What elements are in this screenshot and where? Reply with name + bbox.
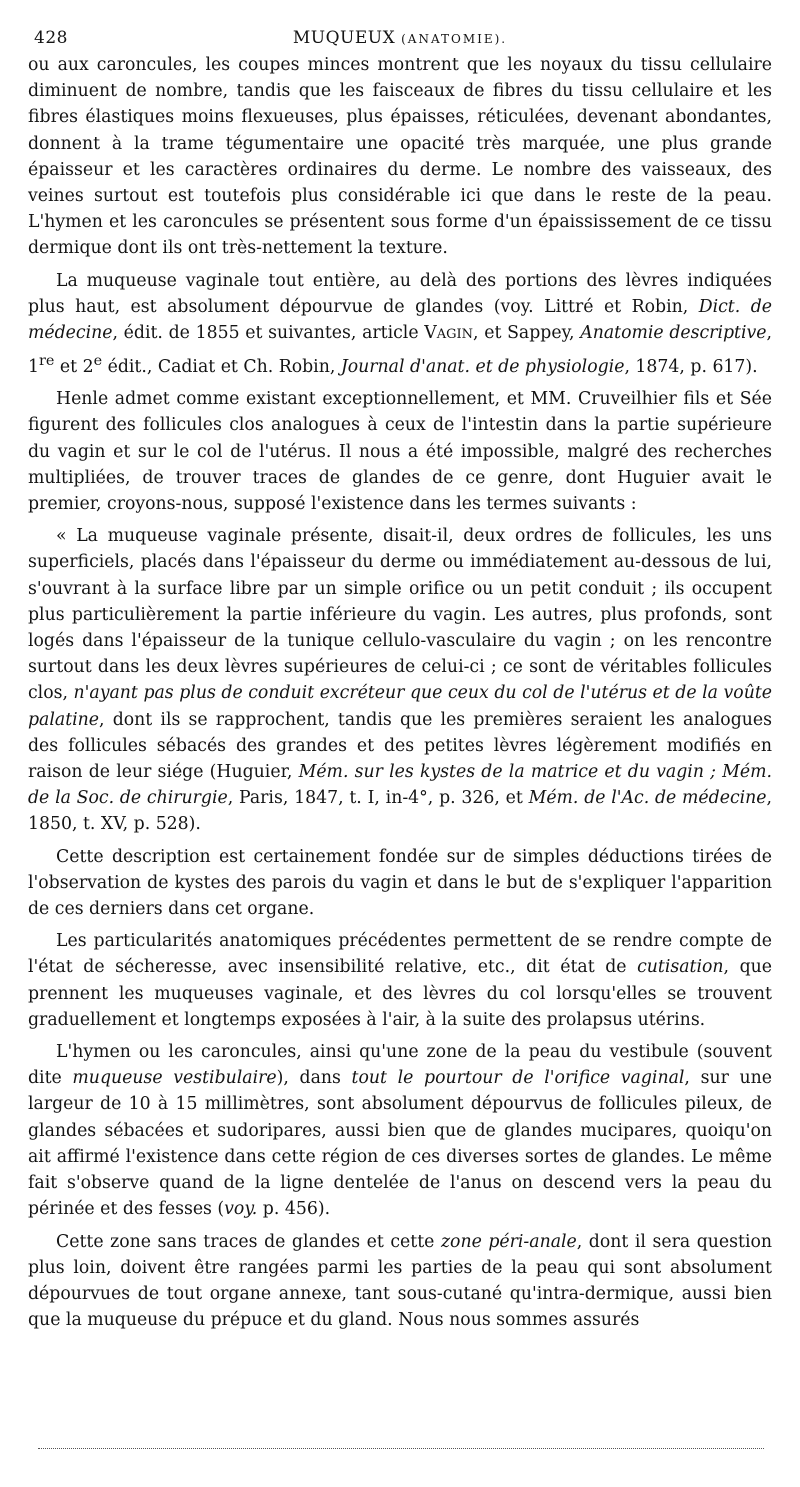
body-text [28, 52, 772, 1333]
paragraph: Les particularités anatomiques précédentes permettent de se rendre compte de l'état de sécheresse, avec insensibilité relative, etc., dit état de cutisation, que prennent les muqueuses vaginale, et des lèvres du col lorsqu'elles se trouvent graduellement et longtemps exposées à l'air, à la suite des prolapsus utérins. [28, 931, 773, 1030]
paragraph: La muqueuse vaginale tout entière, au delà des portions des lèvres indiquées plus haut, est absolument dépourvue de glandes (voy. Littré et Robin, Dict. de médecine, édit. de 1855 et suivantes, article VAGIN, et Sappey, Anatomie descriptive, 1re et 2e édit., Cadiat et Ch. Robin, Journal d'anat. et de physiologie, 1874, p. 617). [28, 270, 773, 377]
page-number: 428 [34, 28, 68, 48]
running-title-section: (ANATOMIE). [401, 32, 508, 46]
running-head [28, 22, 772, 52]
paragraph: Cette description est certainement fondée sur de simples déductions tirées de l'observation de kystes des parois du vagin et dans le but de s'expliquer l'apparition de ces derniers dans cet organe. [28, 846, 772, 920]
paragraph: L'hymen ou les caroncules, ainsi qu'une zone de la peau du vestibule (souvent dite muqueuse vestibulaire), dans tout le pourtour de l'orifice vaginal, sur une largeur de 10 à 15 millimètres, sont absolument dépourvus de follicules pileux, de glandes sébacées et sudoripares, aussi bien que de glandes mucipares, quoiqu'on ait affirmé l'existence dans cette région de ces diverses sortes de glandes. Le même fait s'observe quand de la ligne dentelée de l'anus on descend vers la peau du périnée et des fesses (voy. p. 456). [28, 1042, 772, 1220]
running-title-main: MUQUEUX [292, 28, 396, 48]
footer-dotted-rule [38, 1448, 764, 1457]
paragraph: Henle admet comme existant exceptionnellement, et MM. Cruveilhier fils et Sée figurent des follicules clos analogues à ceux de l'intestin dans la partie supérieure du vagin et sur le col de l'utérus. Il nous a été impossible, malgré des recherches multipliées, de trouver traces de glandes de ce genre, dont Huguier avait le premier, croyons-nous, supposé l'existence dans les termes suivants : [28, 389, 772, 515]
paragraph: « La muqueuse vaginale présente, disait-il, deux ordres de follicules, les uns superficiels, placés dans l'épaisseur du derme ou immédiatement au-dessous de lui, s'ouvrant à la surface libre par un simple orifice ou un petit conduit ; ils occupent plus particulièrement la partie inférieure du vagin. Les autres, plus profonds, sont logés dans l'épaisseur de la tunique cellulo-vasculaire du vagin ; on les rencontre surtout dans les deux lèvres supérieures de celui-ci ; ce sont de véritables follicules clos, n'ayant pas plus de conduit excréteur que ceux du col de l'utérus et de la voûte palatine, dont ils se rapprochent, tandis que les premières seraient les analogues des follicules sébacés des grandes et des petites lèvres légèrement modifiés en raison de leur siége (Huguier, Mém. sur les kystes de la matrice et du vagin ; Mém. de la Soc. de chirurgie, Paris, 1847, t. I, in-4°, p. 326, et Mém. de l'Ac. de médecine, 1850, t. XV, p. 528). [28, 526, 773, 835]
paragraph: ou aux caroncules, les coupes minces montrent que les noyaux du tissu cellulaire diminuent de nombre, tandis que les faisceaux de fibres du tissu cellulaire et les fibres élastiques moins flexueuses, plus épaisses, réticulées, devenant abondantes, donnent à la trame tégumentaire une opacité très marquée, une plus grande épaisseur et les caractères ordinaires du derme. Le nombre des vaisseaux, des veines surtout est toutefois plus considérable ici que dans le reste de la peau. L'hymen et les caroncules se présentent sous forme d'un épaississement de ce tissu dermique dont ils ont très-nettement la texture. [28, 55, 772, 259]
paragraph: Cette zone sans traces de glandes et cette zone péri-anale, dont il sera question plus loin, doivent être rangées parmi les parties de la peau qui sont absolument dépourvues de tout organe annexe, tant sous-cutané qu'intra-dermique, aussi bien que la muqueuse du prépuce et du gland. Nous nous sommes assurés [28, 1231, 773, 1331]
running-title [28, 28, 772, 48]
page [28, 22, 772, 1333]
